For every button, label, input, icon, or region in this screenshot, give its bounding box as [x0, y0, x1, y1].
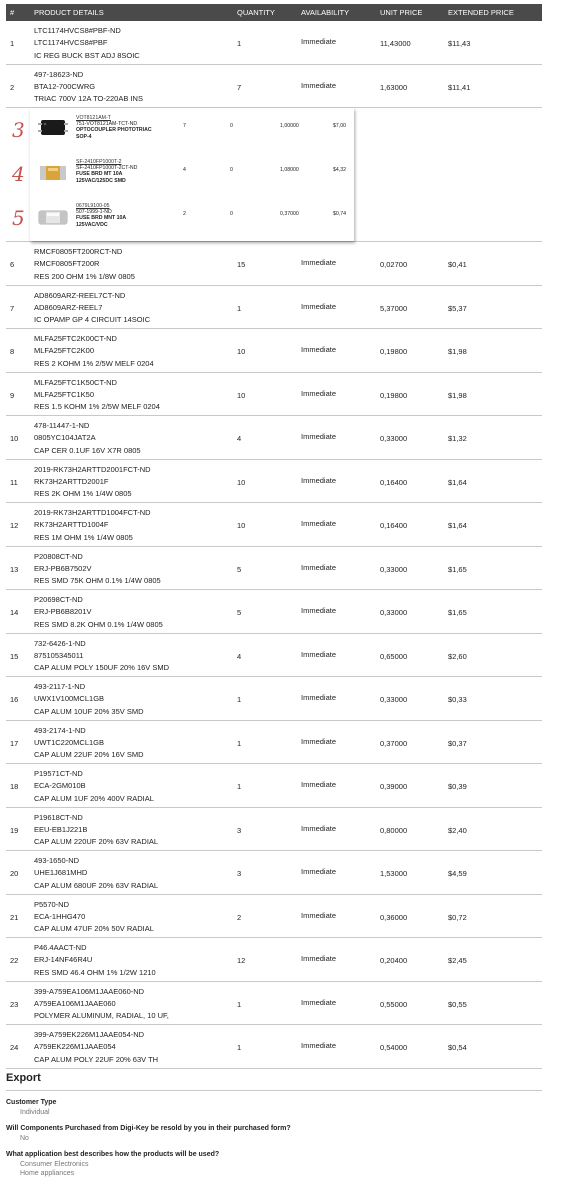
manufacturer-part-number: 0805YC104JAT2A [34, 433, 96, 443]
handwritten-row-number: 3 [12, 118, 25, 142]
product-details [34, 681, 144, 718]
unit-price: 0,33000 [380, 695, 408, 704]
extended-price: $1,32 [448, 434, 467, 443]
table-row [6, 242, 542, 286]
table-row [6, 65, 542, 109]
digikey-part-number[interactable]: P20698CT-ND [34, 595, 83, 604]
overlay-product-details [76, 115, 152, 140]
overlay-part-link[interactable]: 0679L9100-05 [76, 203, 110, 209]
table-row [6, 982, 542, 1026]
row-number: 14 [10, 608, 19, 617]
availability: Immediate [301, 693, 337, 702]
extended-price: $0,41 [448, 260, 467, 269]
unit-price: 0,16400 [380, 477, 408, 487]
cart-table [6, 4, 542, 1069]
digikey-part-number[interactable]: MLFA25FTC1K50CT-ND [34, 377, 117, 387]
part-description: CAP ALUM 220UF 20% 63V RADIAL [34, 837, 159, 847]
digikey-part-number[interactable]: 493-2117-1-ND [34, 682, 86, 691]
manufacturer-part-number: 875105345011 [34, 650, 84, 660]
overlay-extended-price: $0,74 [333, 211, 346, 217]
overlay-description: OPTOCOUPLER PHOTOTRIAC [76, 127, 152, 134]
digikey-part-number[interactable]: P46.4AACT-ND [34, 943, 87, 952]
usage-question-label: What application best describes how the products will be used? [6, 1151, 220, 1158]
part-description: CAP ALUM POLY 22UF 20% 63V TH [34, 1054, 159, 1064]
digikey-part-number[interactable]: RMCF0805FT200RCT-ND [34, 247, 123, 256]
overlay-digikey-part-number: 751-VOT8121AM-TCT-ND [76, 121, 138, 128]
overlay-description-cont: 125VAC/VDC [76, 221, 108, 228]
part-description: CAP ALUM 10UF 20% 35V SMD [34, 706, 144, 716]
table-row [6, 938, 542, 982]
header-extended-price: EXTENDED PRICE [448, 8, 514, 17]
overlay-description: FUSE BRD MNT 10A [76, 215, 127, 222]
unit-price: 0,39000 [380, 782, 408, 791]
overlay-quantity: 4 [183, 167, 186, 173]
overlay-extended-price: $4,32 [333, 167, 346, 173]
row-number: 6 [10, 260, 15, 269]
quantity: 4 [237, 651, 242, 661]
part-description: RES SMD 46.4 OHM 1% 1/2W 1210 [34, 967, 156, 977]
extended-price: $0,54 [448, 1043, 467, 1052]
overlay-quantity: 2 [183, 211, 186, 217]
digikey-part-number[interactable]: P19571CT-ND [34, 769, 83, 778]
product-details [34, 725, 144, 762]
row-number: 19 [10, 825, 19, 835]
quantity: 10 [237, 477, 246, 487]
availability: Immediate [301, 258, 337, 267]
overlay-backorder: 0 [230, 211, 233, 217]
unit-price: 0,33000 [380, 564, 408, 574]
availability: Immediate [301, 736, 337, 746]
table-row [6, 373, 542, 417]
availability: Immediate [301, 388, 337, 398]
digikey-part-number[interactable]: 732-6426-1-ND [34, 638, 86, 648]
product-details [34, 551, 161, 588]
manufacturer-part-number: UWX1V100MCL1GB [34, 694, 105, 704]
table-row [6, 460, 542, 504]
part-description: CAP ALUM 680UF 20% 63V RADIAL [34, 880, 159, 890]
unit-price: 0,65000 [380, 651, 408, 661]
quantity: 4 [237, 434, 242, 443]
availability: Immediate [301, 606, 337, 615]
manufacturer-part-number: ERJ-PB6B8201V [34, 607, 92, 617]
quantity: 5 [237, 608, 242, 617]
digikey-part-number[interactable]: 399-A759EA106M1JAAE060-ND [34, 986, 145, 996]
row-number: 12 [10, 521, 19, 530]
unit-price: 0,33000 [380, 434, 408, 443]
row-number: 22 [10, 956, 19, 965]
table-row [6, 677, 542, 721]
export-section [6, 1072, 542, 1178]
table-row [6, 634, 542, 678]
part-description: CAP ALUM 1UF 20% 400V RADIAL [34, 793, 154, 803]
smd-fuse-icon [36, 158, 70, 188]
row-number: 21 [10, 912, 19, 922]
product-details [34, 420, 141, 457]
extended-price: $2,40 [448, 825, 467, 835]
extended-price: $2,60 [448, 651, 467, 661]
unit-price: 0,33000 [380, 608, 408, 617]
product-details [34, 986, 169, 1023]
product-details [34, 638, 169, 675]
resold-answer: No [20, 1135, 29, 1142]
extended-price: $1,64 [448, 477, 467, 487]
header-unit-price: UNIT PRICE [380, 8, 423, 17]
part-description: CAP ALUM 22UF 20% 16V SMD [34, 750, 144, 760]
handwritten-row-number: 5 [12, 206, 25, 230]
unit-price: 0,19800 [380, 390, 408, 400]
manufacturer-part-number: UWT1C220MCL1GB [34, 737, 105, 747]
row-number: 24 [10, 1043, 19, 1052]
product-details [34, 246, 135, 283]
part-description: RES 2K OHM 1% 1/4W 0805 [34, 489, 132, 499]
digikey-part-number[interactable]: 2019-RK73H2ARTTD2001FCT-ND [34, 464, 151, 474]
table-row [6, 416, 542, 460]
export-title: Export [6, 1072, 542, 1091]
row-number: 15 [10, 651, 19, 661]
availability: Immediate [301, 1041, 337, 1050]
overlay-backorder: 0 [230, 167, 233, 173]
part-description: IC OPAMP GP 4 CIRCUIT 14SOIC [34, 315, 151, 325]
part-description: RES SMD 8.2K OHM 0.1% 1/4W 0805 [34, 619, 163, 629]
overlay-digikey-part-number: SF-2410FP1000T-2CT-ND [76, 165, 138, 172]
header-availability: AVAILABILITY [301, 8, 350, 17]
manufacturer-part-number: ECA-2GM010B [34, 781, 86, 791]
overlay-quantity: 7 [183, 123, 186, 129]
overlay-unit-price: 1,08000 [280, 167, 299, 173]
quantity: 3 [237, 825, 242, 835]
availability: Immediate [301, 432, 337, 441]
product-details [34, 69, 143, 106]
table-row [6, 895, 542, 939]
part-description: RES 200 OHM 1% 1/8W 0805 [34, 271, 135, 281]
usage-answer: Home appliances [20, 1170, 75, 1177]
part-description: RES SMD 75K OHM 0.1% 1/4W 0805 [34, 576, 161, 586]
unit-price: 1,53000 [380, 869, 408, 878]
quantity: 1 [237, 782, 242, 791]
availability: Immediate [301, 301, 337, 311]
resold-question-label: Will Components Purchased from Digi-Key be resold by you in their purchased form? [6, 1125, 291, 1132]
cartridge-fuse-icon [36, 202, 70, 232]
unit-price: 1,63000 [380, 82, 408, 92]
manufacturer-part-number: LTC1174HVCS8#PBF [34, 38, 108, 48]
pasted-overlay-section [6, 108, 542, 242]
customer-type-label: Customer Type [6, 1099, 57, 1106]
unit-price: 0,54000 [380, 1043, 408, 1052]
table-header [6, 4, 542, 21]
quantity: 10 [237, 521, 246, 530]
manufacturer-part-number: AD8609ARZ-REEL7 [34, 302, 103, 312]
extended-price: $1,64 [448, 521, 467, 530]
header-quantity: QUANTITY [237, 8, 275, 17]
digikey-part-number[interactable]: AD8609ARZ-REEL7CT-ND [34, 290, 126, 300]
table-row [6, 329, 542, 373]
availability: Immediate [301, 997, 337, 1007]
manufacturer-part-number: RMCF0805FT200R [34, 259, 100, 269]
row-number: 8 [10, 347, 15, 356]
manufacturer-part-number: A759EA106M1JAAE060 [34, 998, 116, 1008]
part-description: RES 1M OHM 1% 1/4W 0805 [34, 532, 133, 542]
extended-price: $4,59 [448, 869, 467, 878]
table-row [6, 590, 542, 634]
manufacturer-part-number: UHE1J681MHD [34, 868, 88, 878]
quantity: 1 [237, 39, 242, 48]
digikey-part-number[interactable]: 497-18623-ND [34, 69, 84, 79]
product-details [34, 1029, 158, 1066]
digikey-part-number[interactable]: 2019-RK73H2ARTTD1004FCT-ND [34, 508, 151, 517]
ic-chip-icon [36, 114, 70, 144]
availability: Immediate [301, 780, 337, 789]
quantity: 10 [237, 347, 246, 356]
product-details [34, 812, 158, 849]
row-number: 20 [10, 869, 19, 878]
table-row [6, 286, 542, 330]
table-row [6, 547, 542, 591]
quantity: 10 [237, 390, 246, 400]
table-row [6, 21, 542, 65]
manufacturer-part-number: BTA12-700CWRG [34, 81, 96, 91]
row-number: 17 [10, 738, 19, 748]
row-number: 2 [10, 82, 15, 92]
product-details [34, 290, 150, 327]
table-row [6, 721, 542, 765]
extended-price: $1,65 [448, 608, 467, 617]
unit-price: 0,36000 [380, 912, 408, 922]
quantity: 1 [237, 303, 242, 313]
part-description: TRIAC 700V 12A TO-220AB INS [34, 94, 143, 104]
unit-price: 0,19800 [380, 347, 408, 356]
extended-price: $11,41 [448, 82, 471, 92]
product-details [34, 899, 154, 936]
availability: Immediate [301, 562, 337, 572]
extended-price: $0,33 [448, 695, 467, 704]
availability: Immediate [301, 954, 337, 963]
table-row [6, 851, 542, 895]
product-details [34, 768, 154, 805]
manufacturer-part-number: ERJ-PB6B7502V [34, 563, 92, 573]
product-details [34, 377, 160, 414]
overlay-part-link[interactable]: VOT8121AM-T [76, 115, 111, 121]
customer-type-value: Individual [20, 1109, 50, 1116]
manufacturer-part-number: RK73H2ARTTD1004F [34, 520, 109, 530]
availability: Immediate [301, 867, 337, 876]
unit-price: 0,16400 [380, 521, 408, 530]
handwritten-row-number: 4 [12, 162, 25, 186]
overlay-unit-price: 1,00000 [280, 123, 299, 129]
availability: Immediate [301, 910, 337, 920]
part-description: RES 1.5 KOHM 1% 2/5W MELF 0204 [34, 402, 160, 412]
manufacturer-part-number: MLFA25FTC2K00 [34, 346, 95, 356]
product-details [34, 594, 163, 631]
manufacturer-part-number: RK73H2ARTTD2001F [34, 476, 109, 486]
unit-price: 0,20400 [380, 956, 408, 965]
quantity: 15 [237, 260, 246, 269]
quantity: 1 [237, 1043, 242, 1052]
digikey-part-number[interactable]: P5570-ND [34, 899, 70, 909]
unit-price: 0,37000 [380, 738, 408, 748]
extended-price: $0,55 [448, 999, 467, 1009]
digikey-part-number[interactable]: P20808CT-ND [34, 551, 83, 561]
manufacturer-part-number: EEU-EB1J221B [34, 824, 88, 834]
digikey-part-number[interactable]: LTC1174HVCS8#PBF-ND [34, 26, 121, 35]
extended-price: $1,98 [448, 347, 467, 356]
quantity: 3 [237, 869, 242, 878]
row-number: 11 [10, 477, 18, 487]
quantity: 1 [237, 695, 242, 704]
unit-price: 0,02700 [380, 260, 408, 269]
quantity: 1 [237, 738, 242, 748]
unit-price: 0,80000 [380, 825, 408, 835]
usage-answer: Consumer Electronics [20, 1161, 89, 1168]
overlay-item [12, 110, 354, 154]
extended-price: $1,65 [448, 564, 467, 574]
availability: Immediate [301, 37, 337, 46]
unit-price: 11,43000 [380, 39, 411, 48]
row-number: 13 [10, 564, 19, 574]
row-number: 23 [10, 999, 19, 1009]
part-description: POLYMER ALUMINUM, RADIAL, 10 UF, [34, 1011, 169, 1021]
overlay-digikey-part-number: 507-1999-1-ND [76, 209, 112, 216]
digikey-part-number[interactable]: 478-11447-1-ND [34, 421, 90, 430]
overlay-description: FUSE BRD MT 10A [76, 171, 123, 178]
header-num: # [10, 8, 15, 17]
product-details [34, 333, 154, 370]
part-description: CAP ALUM POLY 150UF 20% 16V SMD [34, 663, 170, 673]
overlay-product-details [76, 203, 126, 228]
row-number: 1 [10, 39, 15, 48]
part-description: CAP ALUM 47UF 20% 50V RADIAL [34, 924, 154, 934]
extended-price: $1,98 [448, 390, 467, 400]
availability: Immediate [301, 345, 337, 354]
extended-price: $11,43 [448, 39, 471, 48]
table-row [6, 1025, 542, 1069]
overlay-product-details [76, 159, 137, 184]
availability: Immediate [301, 823, 337, 833]
quantity: 2 [237, 912, 242, 922]
availability: Immediate [301, 80, 337, 90]
part-description: CAP CER 0.1UF 16V X7R 0805 [34, 445, 141, 455]
manufacturer-part-number: MLFA25FTC1K50 [34, 389, 95, 399]
overlay-item [12, 154, 354, 198]
extended-price: $0,37 [448, 738, 467, 748]
quantity: 12 [237, 956, 246, 965]
overlay-part-link[interactable]: SF-2410FP1000T-2 [76, 159, 122, 165]
manufacturer-part-number: A759EK226M1JAAE054 [34, 1042, 116, 1052]
product-details [34, 942, 156, 979]
overlay-extended-price: $7,00 [333, 123, 346, 129]
quantity: 5 [237, 564, 242, 574]
pasted-cart-snippet [12, 108, 354, 241]
extended-price: $0,72 [448, 912, 467, 922]
overlay-unit-price: 0,37000 [280, 211, 299, 217]
extended-price: $0,39 [448, 782, 467, 791]
row-number: 7 [10, 303, 15, 313]
availability: Immediate [301, 649, 337, 659]
header-product-details: PRODUCT DETAILS [34, 8, 104, 17]
overlay-item [12, 198, 354, 242]
digikey-part-number[interactable]: 493-2174-1-ND [34, 725, 86, 735]
extended-price: $2,45 [448, 956, 467, 965]
row-number: 9 [10, 390, 15, 400]
manufacturer-part-number: ERJ-14NF46R4U [34, 955, 93, 965]
part-description: IC REG BUCK BST ADJ 8SOIC [34, 50, 140, 60]
part-description: RES 2 KOHM 1% 2/5W MELF 0204 [34, 358, 154, 368]
overlay-description-cont: SOP-4 [76, 133, 92, 140]
row-number: 18 [10, 782, 19, 791]
digikey-part-number[interactable]: 493-1650-ND [34, 856, 80, 865]
usage-answer-list [20, 1160, 542, 1178]
row-number: 16 [10, 695, 19, 704]
availability: Immediate [301, 519, 337, 528]
product-details [34, 464, 151, 501]
unit-price: 0,55000 [380, 999, 408, 1009]
digikey-part-number[interactable]: 399-A759EK226M1JAAE054-ND [34, 1030, 145, 1039]
product-details [34, 855, 158, 892]
row-number: 10 [10, 434, 19, 443]
digikey-part-number[interactable]: MLFA25FTC2K00CT-ND [34, 334, 117, 343]
product-details [34, 507, 151, 544]
unit-price: 5,37000 [380, 303, 408, 313]
overlay-description-cont: 125VAC/125DC SMD [76, 177, 126, 184]
overlay-backorder: 0 [230, 123, 233, 129]
digikey-part-number[interactable]: P19618CT-ND [34, 812, 83, 822]
table-row [6, 808, 542, 852]
quantity: 1 [237, 999, 242, 1009]
table-row [6, 764, 542, 808]
availability: Immediate [301, 475, 337, 485]
table-row [6, 503, 542, 547]
product-details [34, 25, 140, 62]
quantity: 7 [237, 82, 242, 92]
manufacturer-part-number: ECA-1HHG470 [34, 911, 86, 921]
extended-price: $5,37 [448, 303, 467, 313]
